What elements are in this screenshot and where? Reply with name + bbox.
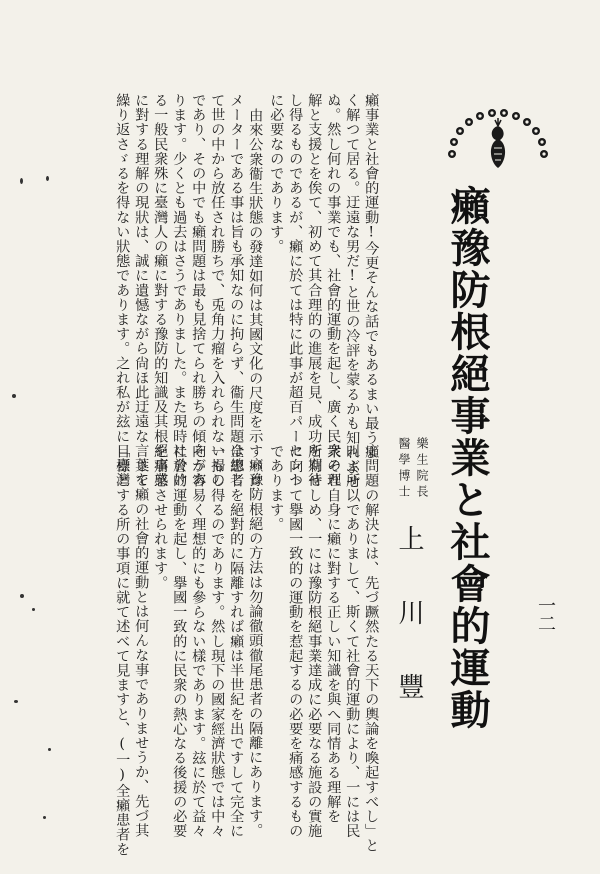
body-text-column: メーターである事は旨も承知なのに拘らず、衞生問題は總じ	[228, 93, 245, 488]
body-text-column: 叫ぶ所以でありまして、斯くて社會的運動により、一には民	[344, 444, 361, 839]
body-text-column: さて癩の社會的運動とは何んな事でありませうか、先づ其	[133, 458, 150, 838]
page-number: 一二	[535, 596, 556, 632]
body-text-column: に必要なのであります。	[268, 93, 285, 254]
peacock-crest-icon	[438, 104, 558, 174]
body-text-column: て世の中から放任され勝ちで、兎角力瘤を入れられないもの	[209, 93, 226, 488]
body-text-column: 癩問題の解決には、先づ蹶然たる天下の輿論を喚起すべし」と	[363, 444, 380, 853]
author-affiliation-line: 醫學博士	[397, 437, 411, 501]
body-text-column: る一般民衆殊に臺灣人の癩に對する豫防的知識及其根絕事業	[152, 93, 169, 488]
body-text-column: 癩事業と社會的運動!今更そんな話でもあるまい最うよ	[363, 93, 380, 460]
body-text-column: に向つて擧國一致的の運動を惹起するの必要を痛感するもの	[287, 444, 304, 839]
body-text-column: そう容易く理想的にも參らない樣であります。玆に於て益々	[190, 444, 207, 839]
body-text-column: であります。	[268, 444, 285, 532]
article-title: 癩豫防根絕事業と社會的運動	[444, 185, 491, 731]
body-text-column: 社會的運動を起し、擧國一致的に民衆の熱心なる後援の必要	[171, 444, 188, 839]
body-text-column: であり、その中でも癩問題は最も見捨てられ勝ちの傾向があ	[190, 93, 207, 488]
body-text-column: 由來公衆衞生狀態の發達如何は其國文化の尺度を示すバロ	[247, 108, 264, 488]
author-affiliation-line: 樂生院長	[415, 437, 429, 501]
body-text-column: 全患者を絕對的に隔離すれば癩は半世紀を出ですして完全に	[228, 444, 245, 839]
body-text-column: 一掃し得るのであります。然し現下の國家經濟狀態では中々	[209, 444, 226, 839]
body-text-column: 繰り返さゞるを得ない狀態であります。之れ私が玆に「臺灣	[114, 93, 131, 488]
body-text-column: 癩豫防根絕の方法は勿論徹頭徹尾患者の隔離にあります。	[247, 458, 264, 838]
body-text-column: し得るものであるが、癩に於ては特に此事が超百パーセント	[287, 93, 304, 488]
body-text-column: 目標とする所の事項に就て述べて見ますと、(一)全癩患者を	[114, 444, 131, 857]
body-text-column: ぬ。然し何れの事業でも、社會的運動を起し、廣く民衆の理	[325, 93, 342, 488]
body-text-column: に對する理解の現狀は、誠に遺憾ながら尙ほ此迂遠な言葉を	[133, 93, 150, 488]
body-text-column: 衆それ自身に癩に對する正しい知識を與へ同情ある理解を	[325, 444, 342, 824]
body-text-column: く解つて居る。迂遠な男だ!と世の冷評を蒙るかも知れませ	[344, 93, 361, 489]
body-text-column: 解と支援とを俟て、初めて其合理的の進展を見、成功を期待	[306, 93, 323, 488]
author-name: 上川豐	[394, 525, 424, 747]
body-text-column: を痛感させられます。	[152, 444, 169, 590]
body-text-column: 所有せしめ、一には豫防根絕事業達成に必要なる施設の實施	[306, 444, 323, 839]
body-text-column: ります。少くとも過去はさうでありました。また現時に於け	[171, 93, 188, 488]
